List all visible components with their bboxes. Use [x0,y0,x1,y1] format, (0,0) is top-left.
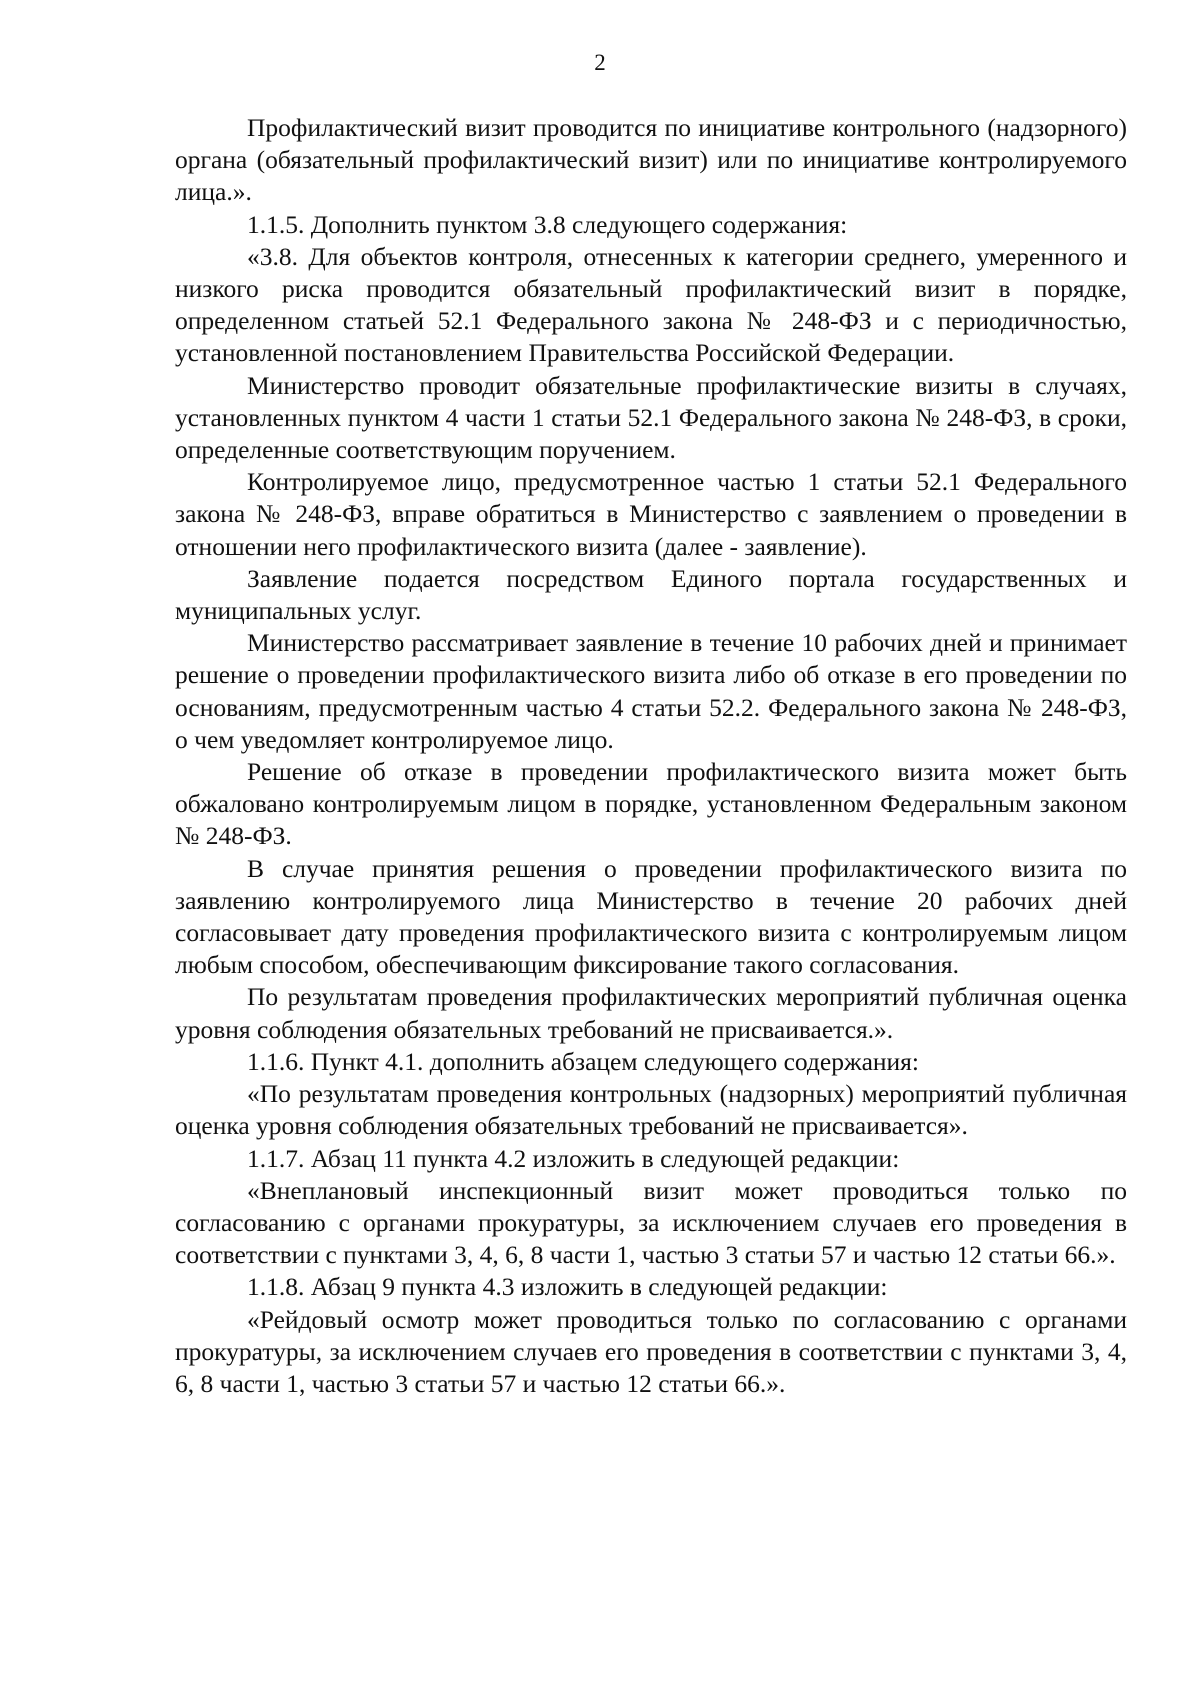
document-body [175,112,1127,1400]
paragraph-application-portal: Заявление подается посредством Единого портала государственных и муниципальных услуг. [175,563,1127,626]
paragraph-raid-inspection: «Рейдовый осмотр может проводиться только по согласованию с органами прокуратуры, за исключением случаев его проведения в соответствии с пунктами 3, 4, 6, 8 части 1, частью 3 статьи 57 и частью 12 статьи 66.». [175,1304,1127,1398]
paragraph-ministry-review: Министерство рассматривает заявление в течение 10 рабочих дней и принимает решение о проведении профилактического визита либо об отказе в его проведении по основаниям, предусмотренным частью 4 статьи 52.2. Федерального закона № 248-ФЗ, о чем уведомляет контролируемое лицо. [175,628,1127,754]
paragraph-ministry-visits: Министерство проводит обязательные профилактические визиты в случаях, установленных пунктом 4 части 1 статьи 52.1 Федерального закона № 248-ФЗ, в сроки, определенные соответствующим поручением. [175,370,1127,465]
paragraph-1-1-7: 1.1.7. Абзац 11 пункта 4.2 изложить в следующей редакции: [247,1143,900,1173]
page-number: 2 [594,50,606,75]
paragraph-visit-initiative: Профилактический визит проводится по инициативе контрольного (надзорного) органа (обязательный профилактический визит) или по инициативе контролируемого лица.». [175,113,1127,207]
paragraph-control-measures: «По результатам проведения контрольных (надзорных) мероприятий публичная оценка уровня соблюдения обязательных требований не присваивается». [175,1079,1127,1141]
paragraph-controlled-person: Контролируемое лицо, предусмотренное частью 1 статьи 52.1 Федерального закона № 248-ФЗ, вправе обратиться в Министерство с заявлением о проведении в отношении него профилактического визита (далее - заявление). [175,467,1127,561]
paragraph-1-1-8: 1.1.8. Абзац 9 пункта 4.3 изложить в следующей редакции: [247,1272,888,1302]
paragraph-1-1-6: 1.1.6. Пункт 4.1. дополнить абзацем следующего содержания: [247,1046,919,1076]
paragraph-1-1-5: 1.1.5. Дополнить пунктом 3.8 следующего содержания: [247,209,848,239]
paragraph-refusal-appeal: Решение об отказе в проведении профилактического визита может быть обжаловано контролируемым лицом в порядке, установленном Федеральным законом № 248-ФЗ. [175,757,1127,851]
paragraph-3-8: «3.8. Для объектов контроля, отнесенных к категории среднего, умеренного и низкого риска проводится обязательный профилактический визит в порядке, определенном статьей 52.1 Федерального закона № 248-ФЗ и с периодичностью, установленной постановлением Правительства Российской Федерации. [175,241,1127,368]
paragraph-inspection-visit: «Внеплановый инспекционный визит может проводиться только по согласованию с органами прокуратуры, за исключением случаев его проведения в соответствии с пунктами 3, 4, 6, 8 части 1, частью 3 статьи 57 и частью 12 статьи 66.». [175,1175,1127,1270]
paragraph-public-assessment: По результатам проведения профилактических мероприятий публичная оценка уровня соблюдения обязательных требований не присваивается.». [175,982,1127,1044]
paragraph-visit-date: В случае принятия решения о проведении профилактического визита по заявлению контролируемого лица Министерство в течение 20 рабочих дней согласовывает дату проведения профилактического визита с контролируемым лицом любым способом, обеспечивающим фиксирование такого согласования. [175,853,1127,980]
